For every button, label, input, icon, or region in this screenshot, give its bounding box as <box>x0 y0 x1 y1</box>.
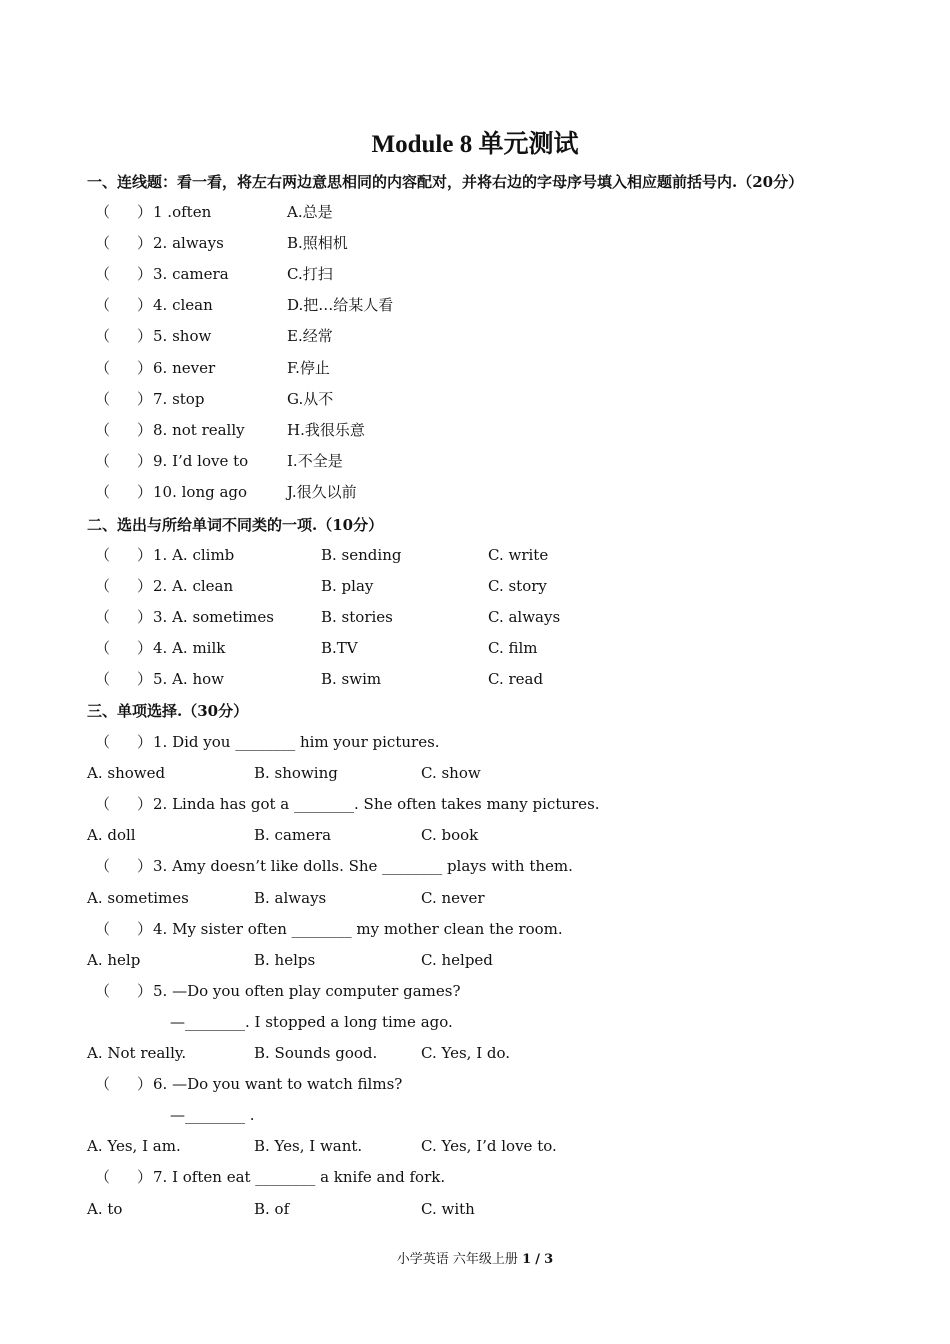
option-c: C. with <box>421 1199 475 1218</box>
answer-bracket-open: （ <box>95 1075 111 1094</box>
option-c: C. book <box>421 826 479 845</box>
answer-bracket-open: （ <box>95 577 111 596</box>
reply-text: —________ . <box>170 1106 255 1125</box>
answer-bracket-open: （ <box>95 546 111 564</box>
answer-bracket-close: ） <box>137 546 153 564</box>
section1-heading: 一、连线题：看一看，将左右两边意思相同的内容配对，并将右边的字母序号填入相应题前括号内.（20分） <box>87 173 804 191</box>
match-word: 4. clean <box>153 296 213 315</box>
answer-bracket-close: ） <box>137 733 153 751</box>
option-b: B. showing <box>254 764 338 783</box>
option-b: B. of <box>254 1199 290 1218</box>
answer-bracket-close: ） <box>137 1168 153 1187</box>
page-footer <box>0 1248 950 1267</box>
option-c: C. never <box>421 888 485 907</box>
answer-bracket-open: （ <box>95 296 111 315</box>
option-b: B. helps <box>254 950 316 969</box>
answer-bracket-close: ） <box>137 420 153 439</box>
option-b: B.TV <box>321 639 358 658</box>
question-text: 3. Amy doesn’t like dolls. She ________ plays with them. <box>153 857 573 876</box>
option-c: C. Yes, I’d love to. <box>421 1137 557 1156</box>
footer-total: 3 <box>544 1252 554 1267</box>
match-word: 5. show <box>153 327 212 346</box>
answer-bracket-open: （ <box>95 358 111 377</box>
option-c: C. Yes, I do. <box>421 1044 511 1062</box>
answer-bracket-close: ） <box>137 203 153 221</box>
answer-bracket-close: ） <box>137 358 153 377</box>
answer-bracket-close: ） <box>137 857 153 876</box>
match-meaning: F.停止 <box>287 358 330 377</box>
answer-bracket-open: （ <box>95 608 111 627</box>
match-meaning: A.总是 <box>287 203 333 221</box>
section3-heading: 三、单项选择.（30分） <box>87 702 249 720</box>
match-word: 7. stop <box>153 389 205 408</box>
answer-bracket-open: （ <box>95 203 111 221</box>
answer-bracket-close: ） <box>137 670 153 689</box>
page-title: Module 8 单元测试 <box>371 131 579 158</box>
match-meaning: D.把…给某人看 <box>287 296 394 315</box>
answer-bracket-close: ） <box>137 265 153 284</box>
answer-bracket-open: （ <box>95 639 111 658</box>
option-c: C. helped <box>421 950 493 969</box>
answer-bracket-open: （ <box>95 327 111 346</box>
option-a: 3. A. sometimes <box>153 608 274 627</box>
option-c: C. story <box>488 577 547 596</box>
option-c: C. write <box>488 546 549 564</box>
answer-bracket-open: （ <box>95 981 111 1000</box>
question-text: 6. —Do you want to watch films? <box>153 1075 403 1094</box>
option-b: B. Sounds good. <box>254 1044 378 1062</box>
footer-text: 小学英语 六年级上册 <box>396 1252 518 1267</box>
answer-bracket-close: ） <box>137 296 153 315</box>
answer-bracket-close: ） <box>137 327 153 346</box>
option-b: B. camera <box>254 826 332 845</box>
answer-bracket-open: （ <box>95 451 111 470</box>
answer-bracket-close: ） <box>137 795 153 814</box>
match-word: 2. always <box>153 234 224 253</box>
question-text: 5. —Do you often play computer games? <box>153 981 461 1000</box>
option-b: B. Yes, I want. <box>254 1137 363 1156</box>
answer-bracket-close: ） <box>137 639 153 658</box>
option-a: 1. A. climb <box>153 546 235 564</box>
question-text: 7. I often eat ________ a knife and fork. <box>153 1168 446 1187</box>
answer-bracket-close: ） <box>137 389 153 408</box>
match-meaning: H.我很乐意 <box>287 420 365 439</box>
answer-bracket-open: （ <box>95 234 111 253</box>
match-word: 3. camera <box>153 265 229 284</box>
option-a: 4. A. milk <box>153 639 226 658</box>
answer-bracket-close: ） <box>137 981 153 1000</box>
answer-bracket-close: ） <box>137 608 153 627</box>
answer-bracket-open: （ <box>95 265 111 284</box>
section2-heading: 二、选出与所给单词不同类的一项.（10分） <box>87 516 384 534</box>
match-meaning: C.打扫 <box>287 265 333 284</box>
option-c: C. film <box>488 639 538 658</box>
match-meaning: I.不全是 <box>287 451 343 470</box>
option-c: C. read <box>488 670 544 689</box>
answer-bracket-open: （ <box>95 670 111 689</box>
answer-bracket-open: （ <box>95 420 111 439</box>
reply-text: —________. I stopped a long time ago. <box>170 1012 453 1031</box>
answer-bracket-open: （ <box>95 482 111 501</box>
footer-page: 1 <box>522 1252 532 1267</box>
question-text: 1. Did you ________ him your pictures. <box>153 733 440 751</box>
answer-bracket-open: （ <box>95 857 111 876</box>
option-a: 5. A. how <box>153 670 224 689</box>
match-meaning: E.经常 <box>287 327 333 346</box>
option-c: C. always <box>488 608 561 627</box>
answer-bracket-open: （ <box>95 733 111 751</box>
option-a: A. doll <box>87 826 136 845</box>
match-meaning: G.从不 <box>287 389 334 408</box>
answer-bracket-close: ） <box>137 919 153 938</box>
option-a: A. showed <box>87 764 166 783</box>
option-b: B. swim <box>321 670 382 689</box>
option-b: B. play <box>321 577 374 596</box>
match-word: 9. I’d love to <box>153 451 249 470</box>
question-text: 4. My sister often ________ my mother clean the room. <box>153 919 563 938</box>
option-a: 2. A. clean <box>153 577 234 596</box>
option-a: A. Not really. <box>87 1044 187 1062</box>
answer-bracket-close: ） <box>137 1075 153 1094</box>
match-meaning: B.照相机 <box>287 234 348 253</box>
match-word: 1 .often <box>153 203 212 221</box>
answer-bracket-close: ） <box>137 577 153 596</box>
option-a: A. Yes, I am. <box>87 1137 181 1156</box>
question-text: 2. Linda has got a ________. She often takes many pictures. <box>153 795 600 814</box>
answer-bracket-close: ） <box>137 482 153 501</box>
option-a: A. help <box>87 950 141 969</box>
option-b: B. sending <box>321 546 402 564</box>
option-a: A. to <box>87 1199 123 1218</box>
answer-bracket-close: ） <box>137 234 153 253</box>
answer-bracket-open: （ <box>95 389 111 408</box>
match-word: 8. not really <box>153 420 245 439</box>
option-a: A. sometimes <box>87 888 189 907</box>
answer-bracket-open: （ <box>95 919 111 938</box>
footer-sep: / <box>535 1252 541 1267</box>
answer-bracket-open: （ <box>95 1168 111 1187</box>
option-b: B. stories <box>321 608 393 627</box>
answer-bracket-close: ） <box>137 451 153 470</box>
match-word: 6. never <box>153 358 216 377</box>
option-b: B. always <box>254 888 327 907</box>
answer-bracket-open: （ <box>95 795 111 814</box>
option-c: C. show <box>421 764 481 783</box>
match-meaning: J.很久以前 <box>287 482 357 501</box>
match-word: 10. long ago <box>153 482 248 501</box>
